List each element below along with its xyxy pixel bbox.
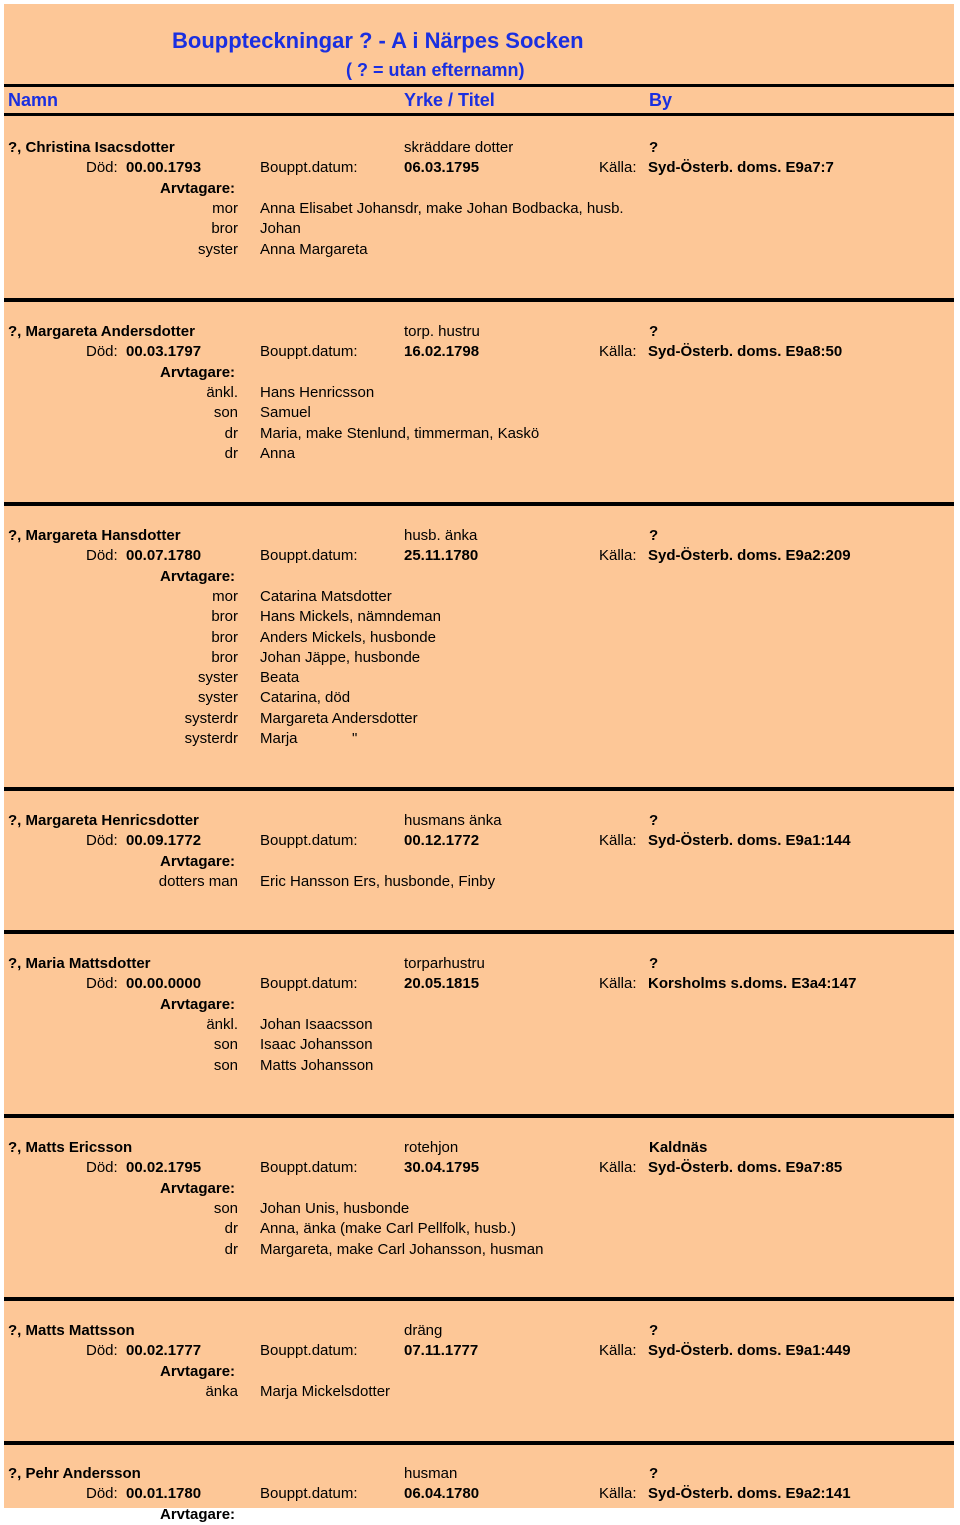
heir-relation: änkl. xyxy=(206,1016,238,1033)
heir-row xyxy=(0,1382,960,1402)
heir-row xyxy=(0,383,960,403)
heir-row xyxy=(0,199,960,219)
death-label: Död: xyxy=(86,1342,118,1359)
village: ? xyxy=(649,323,659,340)
village: Kaldnäs xyxy=(649,1139,708,1156)
heir-relation: bror xyxy=(211,608,238,625)
inventory-date: 16.02.1798 xyxy=(404,343,480,360)
ditto-mark: " xyxy=(352,730,358,747)
deceased-title: torp. hustru xyxy=(404,323,480,340)
deceased-name: ?, Margareta Henricsdotter xyxy=(8,812,199,829)
deceased-name: ?, Pehr Andersson xyxy=(8,1465,141,1482)
heir-relation: mor xyxy=(212,200,238,217)
deceased-title: husmans änka xyxy=(404,812,502,829)
source-label: Källa: xyxy=(599,159,637,176)
village: ? xyxy=(649,1465,659,1482)
heir-name: Margareta Andersdotter xyxy=(260,710,418,727)
heir-name: Marja Mickelsdotter xyxy=(260,1383,391,1400)
deceased-title: husb. änka xyxy=(404,527,478,544)
heir-relation: bror xyxy=(211,629,238,646)
heirs-header-row xyxy=(0,363,960,383)
record-separator xyxy=(4,930,954,934)
heirs-header-row xyxy=(0,1362,960,1382)
heir-relation: son xyxy=(213,1057,238,1074)
page-title: Bouppteckningar ? - A i Närpes Socken xyxy=(172,28,584,53)
heir-relation: son xyxy=(213,1200,238,1217)
death-date: 00.09.1772 xyxy=(126,832,202,849)
record-separator xyxy=(4,502,954,506)
heir-name: Margareta, make Carl Johansson, husman xyxy=(260,1241,544,1258)
heirs-label: Arvtagare: xyxy=(160,1506,236,1523)
deceased-name: ?, Margareta Andersdotter xyxy=(8,323,195,340)
death-label: Död: xyxy=(86,159,118,176)
heir-name: Marja xyxy=(260,730,298,747)
heir-row xyxy=(0,1056,960,1076)
inventory-date-label: Bouppt.datum: xyxy=(260,343,358,360)
heir-row xyxy=(0,688,960,708)
death-date: 00.01.1780 xyxy=(126,1485,202,1502)
heir-name: Anna Elisabet Johansdr, make Johan Bodbacka, husb. xyxy=(260,200,624,217)
heir-name: Johan xyxy=(260,220,301,237)
heirs-header-row xyxy=(0,1179,960,1199)
record-dates-row xyxy=(0,831,960,851)
source-label: Källa: xyxy=(599,1342,637,1359)
source-label: Källa: xyxy=(599,547,637,564)
heirs-label: Arvtagare: xyxy=(160,1180,236,1197)
heir-relation: dotters man xyxy=(158,873,238,890)
heir-row xyxy=(0,648,960,668)
heir-name: Matts Johansson xyxy=(260,1057,374,1074)
heir-relation: dr xyxy=(224,425,238,442)
heir-row xyxy=(0,628,960,648)
heir-relation: bror xyxy=(211,220,238,237)
column-header-title: Yrke / Titel xyxy=(404,90,495,110)
record-separator xyxy=(4,1114,954,1118)
source-reference: Syd-Österb. doms. E9a1:449 xyxy=(648,1342,851,1359)
village: ? xyxy=(649,1322,659,1339)
heir-relation: dr xyxy=(224,445,238,462)
heir-row xyxy=(0,240,960,260)
heir-name: Anders Mickels, husbonde xyxy=(260,629,436,646)
death-label: Död: xyxy=(86,547,118,564)
source-reference: Syd-Österb. doms. E9a2:141 xyxy=(648,1485,851,1502)
inventory-date-label: Bouppt.datum: xyxy=(260,1159,358,1176)
death-date: 00.00.0000 xyxy=(126,975,202,992)
record-header-row xyxy=(0,526,960,546)
heir-relation: syster xyxy=(197,241,238,258)
heir-name: Johan Isaacsson xyxy=(260,1016,373,1033)
source-reference: Syd-Österb. doms. E9a7:85 xyxy=(648,1159,843,1176)
inventory-date-label: Bouppt.datum: xyxy=(260,159,358,176)
source-reference: Syd-Österb. doms. E9a8:50 xyxy=(648,343,843,360)
death-date: 00.07.1780 xyxy=(126,547,202,564)
deceased-title: torparhustru xyxy=(404,955,485,972)
heir-row xyxy=(0,607,960,627)
inventory-date-label: Bouppt.datum: xyxy=(260,547,358,564)
heir-relation: systerdr xyxy=(184,710,238,727)
inventory-date-label: Bouppt.datum: xyxy=(260,1342,358,1359)
deceased-title: skräddare dotter xyxy=(404,139,514,156)
heirs-label: Arvtagare: xyxy=(160,1363,236,1380)
death-label: Död: xyxy=(86,1485,118,1502)
source-reference: Korsholms s.doms. E3a4:147 xyxy=(648,975,857,992)
heirs-label: Arvtagare: xyxy=(160,568,236,585)
record-header-row xyxy=(0,322,960,342)
death-label: Död: xyxy=(86,343,118,360)
inventory-date: 25.11.1780 xyxy=(404,547,479,564)
heir-row xyxy=(0,668,960,688)
deceased-title: husman xyxy=(404,1465,458,1482)
column-header-name: Namn xyxy=(8,90,59,110)
record-separator xyxy=(4,1297,954,1301)
inventory-date: 07.11.1777 xyxy=(404,1342,479,1359)
record-header-row xyxy=(0,138,960,158)
heirs-header-row xyxy=(0,852,960,872)
heir-row xyxy=(0,709,960,729)
heir-name: Anna Margareta xyxy=(260,241,368,258)
source-label: Källa: xyxy=(599,832,637,849)
heirs-header-row xyxy=(0,179,960,199)
source-label: Källa: xyxy=(599,343,637,360)
inventory-date: 30.04.1795 xyxy=(404,1159,480,1176)
heirs-label: Arvtagare: xyxy=(160,180,236,197)
heir-name: Catarina Matsdotter xyxy=(260,588,392,605)
deceased-name: ?, Christina Isacsdotter xyxy=(8,139,175,156)
heir-row xyxy=(0,872,960,892)
heir-row xyxy=(0,587,960,607)
inventory-date: 20.05.1815 xyxy=(404,975,480,992)
heir-row xyxy=(0,1035,960,1055)
heir-relation: bror xyxy=(211,649,238,666)
record-separator xyxy=(4,787,954,791)
heir-row xyxy=(0,424,960,444)
inventory-date: 06.03.1795 xyxy=(404,159,480,176)
village: ? xyxy=(649,955,659,972)
heirs-label: Arvtagare: xyxy=(160,996,236,1013)
record-dates-row xyxy=(0,1158,960,1178)
deceased-name: ?, Matts Mattsson xyxy=(8,1322,135,1339)
heirs-header-row xyxy=(0,1505,960,1525)
death-label: Död: xyxy=(86,975,118,992)
source-label: Källa: xyxy=(599,1485,637,1502)
inventory-date: 06.04.1780 xyxy=(404,1485,480,1502)
heir-row xyxy=(0,1240,960,1260)
village: ? xyxy=(649,527,659,544)
heir-name: Anna xyxy=(260,445,296,462)
death-date: 00.02.1795 xyxy=(126,1159,202,1176)
record-header-row xyxy=(0,1321,960,1341)
heir-relation: änka xyxy=(205,1383,238,1400)
record-header-row xyxy=(0,811,960,831)
heirs-header-row xyxy=(0,567,960,587)
death-date: 00.02.1777 xyxy=(126,1342,202,1359)
heir-row xyxy=(0,219,960,239)
heirs-label: Arvtagare: xyxy=(160,853,236,870)
inventory-date: 00.12.1772 xyxy=(404,832,480,849)
record-dates-row xyxy=(0,1341,960,1361)
heir-row xyxy=(0,444,960,464)
death-label: Död: xyxy=(86,1159,118,1176)
record-header-row xyxy=(0,1464,960,1484)
heir-row xyxy=(0,1015,960,1035)
record-dates-row xyxy=(0,1484,960,1504)
death-date: 00.03.1797 xyxy=(126,343,202,360)
heir-relation: syster xyxy=(197,669,238,686)
inventory-date-label: Bouppt.datum: xyxy=(260,975,358,992)
heir-relation: dr xyxy=(224,1241,238,1258)
death-date: 00.00.1793 xyxy=(126,159,202,176)
heir-name: Eric Hansson Ers, husbonde, Finby xyxy=(260,873,496,890)
heir-name: Maria, make Stenlund, timmerman, Kaskö xyxy=(260,425,540,442)
source-label: Källa: xyxy=(599,975,637,992)
heir-name: Hans Mickels, nämndeman xyxy=(260,608,441,625)
heir-name: Hans Henricsson xyxy=(260,384,375,401)
deceased-name: ?, Margareta Hansdotter xyxy=(8,527,181,544)
page-subtitle: ( ? = utan efternamn) xyxy=(346,60,525,80)
record-header-row xyxy=(0,954,960,974)
heir-name: Isaac Johansson xyxy=(260,1036,373,1053)
source-reference: Syd-Österb. doms. E9a7:7 xyxy=(648,159,834,176)
heir-relation: son xyxy=(213,1036,238,1053)
deceased-title: dräng xyxy=(404,1322,443,1339)
heir-name: Catarina, död xyxy=(260,689,351,706)
source-reference: Syd-Österb. doms. E9a1:144 xyxy=(648,832,851,849)
record-dates-row xyxy=(0,546,960,566)
source-label: Källa: xyxy=(599,1159,637,1176)
record-separator xyxy=(4,298,954,302)
heirs-label: Arvtagare: xyxy=(160,364,236,381)
heir-name: Beata xyxy=(260,669,300,686)
heirs-header-row xyxy=(0,995,960,1015)
heir-relation: son xyxy=(213,404,238,421)
heir-name: Samuel xyxy=(260,404,311,421)
header-rule-bottom xyxy=(4,113,954,116)
heir-relation: syster xyxy=(197,689,238,706)
heir-relation: systerdr xyxy=(184,730,238,747)
header-rule-top xyxy=(4,84,954,87)
record-header-row xyxy=(0,1138,960,1158)
heir-name: Johan Jäppe, husbonde xyxy=(260,649,421,666)
heir-name: Anna, änka (make Carl Pellfolk, husb.) xyxy=(260,1220,516,1237)
heir-relation: dr xyxy=(224,1220,238,1237)
heir-name: Johan Unis, husbonde xyxy=(260,1200,410,1217)
record-dates-row xyxy=(0,158,960,178)
deceased-title: rotehjon xyxy=(404,1139,459,1156)
heir-row xyxy=(0,1199,960,1219)
death-label: Död: xyxy=(86,832,118,849)
heir-row xyxy=(0,729,960,749)
inventory-date-label: Bouppt.datum: xyxy=(260,832,358,849)
village: ? xyxy=(649,812,659,829)
source-reference: Syd-Österb. doms. E9a2:209 xyxy=(648,547,851,564)
deceased-name: ?, Maria Mattsdotter xyxy=(8,955,151,972)
heir-relation: änkl. xyxy=(206,384,238,401)
heir-row xyxy=(0,1219,960,1239)
record-separator xyxy=(4,1441,954,1445)
village: ? xyxy=(649,139,659,156)
heir-row xyxy=(0,403,960,423)
record-dates-row xyxy=(0,342,960,362)
heir-relation: mor xyxy=(212,588,238,605)
deceased-name: ?, Matts Ericsson xyxy=(8,1139,133,1156)
column-header-village: By xyxy=(649,90,673,110)
inventory-date-label: Bouppt.datum: xyxy=(260,1485,358,1502)
record-dates-row xyxy=(0,974,960,994)
